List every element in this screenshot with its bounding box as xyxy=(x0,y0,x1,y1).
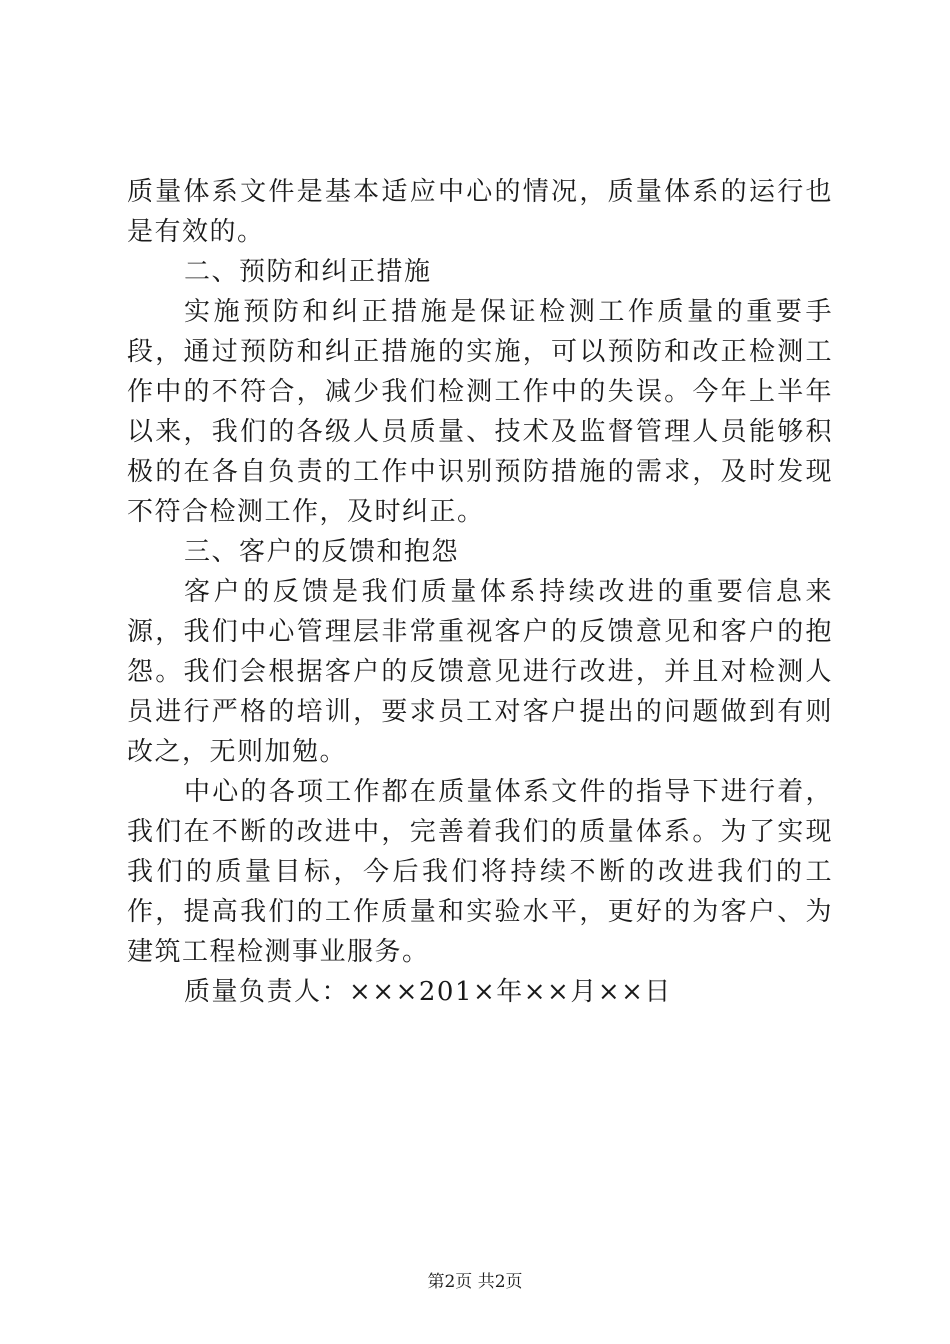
paragraph-closing-summary: 中心的各项工作都在质量体系文件的指导下进行着，我们在不断的改进中，完善着我们的质量体系。为了实现我们的质量目标，今后我们将持续不断的改进我们的工作，提高我们的工作质量和实验水平，更好的为客户、为建筑工程检测事业服务。 xyxy=(127,777,833,967)
heading-preventive-corrective-measures: 二、预防和纠正措施 xyxy=(184,257,432,287)
document-body xyxy=(127,172,833,1012)
heading-customer-feedback: 三、客户的反馈和抱怨 xyxy=(184,537,460,567)
signature-line: 质量负责人：×××201×年××月××日 xyxy=(184,977,672,1007)
paragraph-preventive-corrective-measures: 实施预防和纠正措施是保证检测工作质量的重要手段，通过预防和纠正措施的实施，可以预防和改正检测工作中的不符合，减少我们检测工作中的失误。今年上半年以来，我们的各级人员质量、技术及监督管理人员能够积极的在各自负责的工作中识别预防措施的需求，及时发现不符合检测工作，及时纠正。 xyxy=(127,297,833,527)
page-footer xyxy=(0,1270,950,1294)
paragraph-customer-feedback: 客户的反馈是我们质量体系持续改进的重要信息来源，我们中心管理层非常重视客户的反馈意见和客户的抱怨。我们会根据客户的反馈意见进行改进，并且对检测人员进行严格的培训，要求员工对客户提出的问题做到有则改之，无则加勉。 xyxy=(127,577,833,767)
page-number-label: 第2页 共2页 xyxy=(427,1272,523,1292)
paragraph-quality-system-conclusion: 质量体系文件是基本适应中心的情况，质量体系的运行也是有效的。 xyxy=(127,177,833,247)
